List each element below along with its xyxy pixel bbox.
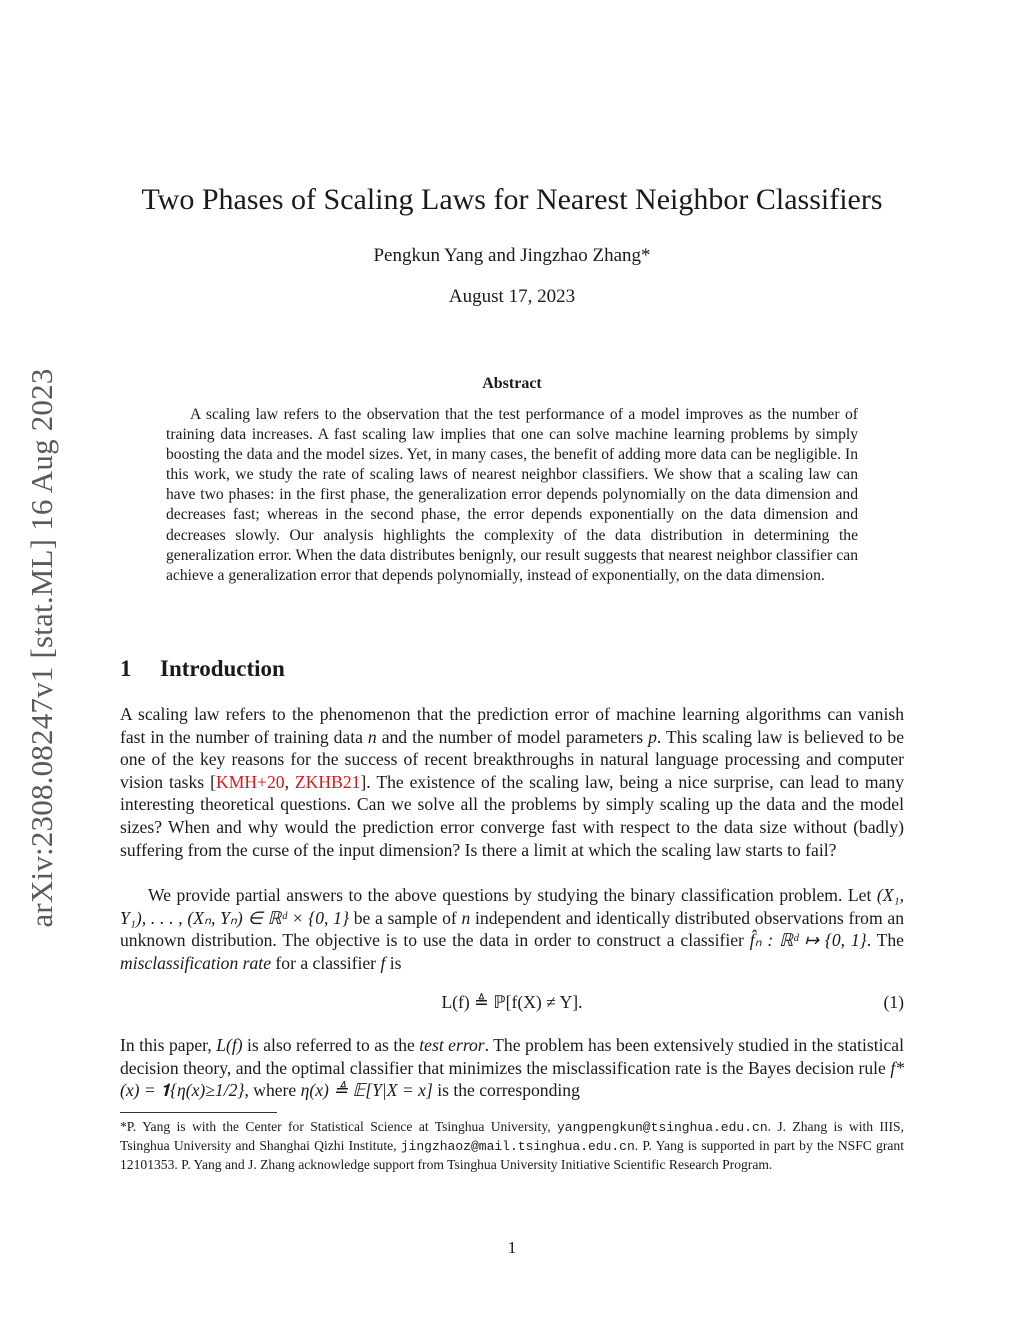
arxiv-identifier[interactable]: arXiv:2308.08247v1 [stat.ML] 16 Aug 2023 bbox=[24, 368, 59, 928]
citation-link[interactable]: KMH+20 bbox=[215, 771, 285, 792]
section-number: 1 bbox=[120, 656, 132, 681]
page-number: 1 bbox=[507, 1238, 517, 1257]
abstract-text: A scaling law refers to the observation that the test performance of a model improves as the number of training data increases. A fast scaling law implies that one can solve machine learning problems by simply boosting the data and the model sizes. Yet, in many cases, the benefit of adding more data can be negligible. In this work, we study the rate of scaling laws of nearest neighbor classifiers. We show that a scaling law can have two phases: in the first phase, the generalization error depends polynomially on the data dimension and decreases fast; whereas in the second phase, the error depends exponentially on the data dimension and decreases slowly. Our analysis highlights the complexity of the data distribution in determining the generalization error. When the data distributes benignly, our result suggests that nearest neighbor classifier can achieve a generalization error that depends polynomially, instead of exponentially, on the data dimension. bbox=[166, 406, 858, 584]
intro-paragraph-3: In this paper, L(f) is also referred to as the test error. The problem has been extensively studied in the statistical decision theory, and the optimal classifier that minimizes the misclassification rate is the Bayes decision rule f*(x) = 𝟏{η(x)≥1/2}, where η(x) ≜ 𝔼[Y|X = x] is the corresponding bbox=[120, 1035, 904, 1101]
math-bayes-rule: f*(x) = 𝟏{η(x)≥1/2} bbox=[120, 1057, 904, 1101]
equation-number: (1) bbox=[883, 992, 904, 1012]
math-eta: η(x) ≜ 𝔼[Y|X = x] bbox=[300, 1080, 433, 1101]
paper-authors: Pengkun Yang and Jingzhao Zhang* bbox=[373, 245, 651, 266]
paper-date: August 17, 2023 bbox=[448, 286, 576, 307]
equation-body: L(f) ≜ ℙ[f(X) ≠ Y]. bbox=[441, 992, 583, 1012]
emphasis-term: misclassification rate bbox=[120, 952, 272, 973]
section-title: Introduction bbox=[160, 656, 285, 681]
intro-paragraph-2: We provide partial answers to the above questions by studying the binary classification problem. Let (X₁, Y₁), . . . , (Xₙ, Yₙ) ∈ ℝᵈ × {0, 1} be a sample of n independent and identically distributed observations from an unknown distribution. The objective is to use the data in order to construct a classifier f̂ₙ : ℝᵈ ↦ {0, 1}. The misclassification rate for a classifier f is bbox=[120, 885, 904, 973]
math-classifier: f̂ₙ : ℝᵈ ↦ {0, 1} bbox=[749, 930, 867, 951]
math-sample: (X₁, Y₁), . . . , (Xₙ, Yₙ) ∈ ℝᵈ × {0, 1} bbox=[120, 885, 904, 928]
footnote: *P. Yang is with the Center for Statistical Science at Tsinghua University, yangpengkun@tsinghua.edu.cn. J. Zhang is with IIIS, Tsinghua University and Shanghai Qizhi Institute, jingzhaoz@mail.tsinghua.edu.cn. P. Yang is supported in part by the NSFC grant 12101353. P. Yang and J. Zhang acknowledge support from Tsinghua University Initiative Scientific Research Program. bbox=[120, 1119, 904, 1173]
math-p: p bbox=[648, 726, 657, 747]
citation-link[interactable]: ZKHB21 bbox=[294, 771, 361, 792]
intro-paragraph-1: A scaling law refers to the phenomenon that the prediction error of machine learning algorithms can vanish fast in the number of training data n and the number of model parameters p. This scaling law is believed to be one of the key reasons for the success of recent breakthroughs in natural language processing and computer vision tasks [KMH+20, ZKHB21]. The existence of the scaling law, being a nice surprise, can lead to many interesting theoretical questions. Can we solve all the problems by simply scaling up the data and the model sizes? When and why would the prediction error converge fast with respect to the data size without (badly) suffering from the curse of the input dimension? Is there a limit at which the scaling law starts to fail? bbox=[120, 704, 905, 860]
email-link[interactable]: jingzhaoz@mail.tsinghua.edu.cn bbox=[400, 1139, 635, 1155]
section-heading bbox=[120, 656, 285, 682]
math-n: n bbox=[461, 907, 471, 928]
footnote-rule bbox=[120, 1112, 277, 1113]
math-n: n bbox=[367, 726, 377, 747]
paper-title: Two Phases of Scaling Laws for Nearest Neighbor Classifiers bbox=[141, 183, 883, 216]
abstract-heading: Abstract bbox=[482, 375, 542, 392]
email-link[interactable]: yangpengkun@tsinghua.edu.cn bbox=[556, 1120, 768, 1135]
math-f: f bbox=[380, 952, 386, 973]
emphasis-term: test error bbox=[419, 1035, 485, 1055]
math-test-error: L(f) bbox=[216, 1035, 243, 1055]
